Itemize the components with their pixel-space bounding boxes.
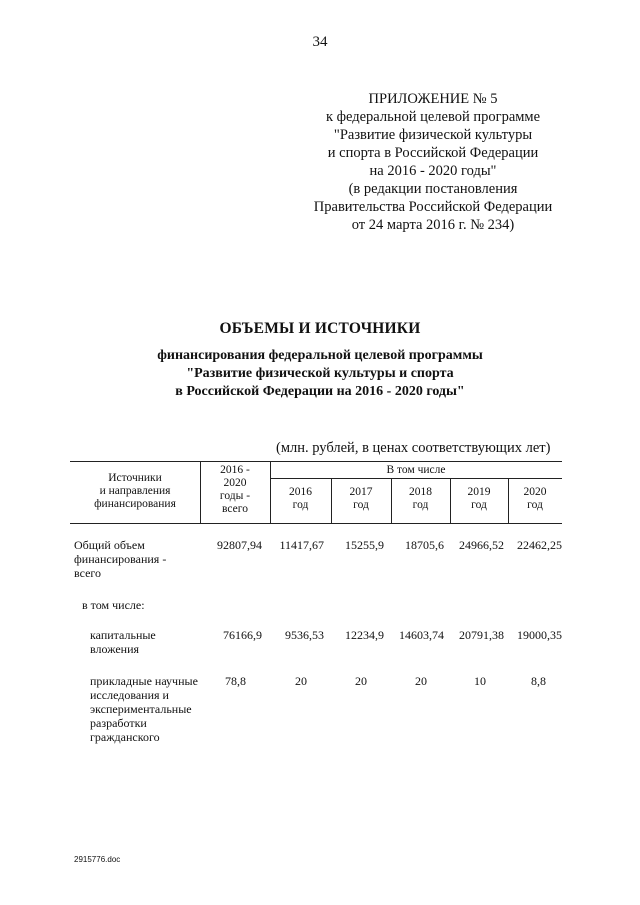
- appendix-line: Правительства Российской Федерации: [313, 199, 553, 215]
- header-year: 2018: [409, 486, 432, 498]
- header-line: 2016 -: [220, 464, 250, 476]
- row-label: в том числе:: [82, 598, 145, 612]
- row-total: 76166,9: [223, 628, 262, 642]
- header-year-unit: год: [527, 499, 543, 511]
- row-value-2020: 22462,25: [517, 538, 562, 552]
- document-title: ОБЪЕМЫ И ИСТОЧНИКИ: [219, 320, 421, 337]
- row-value-2019: 24966,52: [459, 538, 504, 552]
- header-including: В том числе: [386, 464, 446, 476]
- header-line: годы -: [219, 490, 251, 502]
- row-value-2016: 9536,53: [285, 628, 324, 642]
- units-note: (млн. рублей, в ценах соответствующих лет): [276, 440, 551, 456]
- row-label: прикладные научные исследования и экспериментальные разработки гражданского: [90, 674, 198, 744]
- header-year: 2016: [289, 486, 312, 498]
- appendix-line: к федеральной целевой программе: [325, 109, 541, 125]
- header-year-2018: [391, 486, 450, 512]
- subheader-divider: [270, 478, 562, 479]
- header-sources: [70, 472, 200, 511]
- appendix-line: и спорта в Российской Федерации: [327, 145, 539, 161]
- header-total: [200, 464, 270, 516]
- header-year: 2017: [349, 486, 373, 498]
- page-number: 34: [312, 34, 328, 50]
- row-label: Общий объем финансирования - всего: [74, 538, 167, 580]
- row-value-2017: 12234,9: [345, 628, 384, 642]
- header-year-2017: [331, 486, 391, 512]
- row-value-2017: 15255,9: [345, 538, 384, 552]
- row-value-2018: 20: [415, 674, 427, 688]
- appendix-block: [300, 90, 566, 234]
- header-bottom-border: [70, 523, 562, 524]
- subtitle-line: "Развитие физической культуры и спорта: [186, 366, 454, 381]
- appendix-line: ПРИЛОЖЕНИЕ № 5: [368, 91, 498, 107]
- header-line: и направления: [99, 485, 171, 497]
- row-value-2019: 10: [474, 674, 486, 688]
- header-year-unit: год: [412, 499, 429, 511]
- row-value-2018: 14603,74: [399, 628, 444, 642]
- header-line: 2020: [223, 477, 247, 489]
- row-value-2017: 20: [355, 674, 367, 688]
- document-subtitle: [0, 347, 640, 401]
- header-line: финансирования: [94, 498, 176, 510]
- subtitle-line: финансирования федеральной целевой программы: [157, 348, 483, 363]
- header-year-2016: [270, 486, 331, 512]
- subtitle-line: в Российской Федерации на 2016 - 2020 годы": [175, 384, 465, 399]
- header-line: Источники: [108, 472, 162, 484]
- table-top-border: [70, 461, 562, 462]
- appendix-line: от 24 марта 2016 г. № 234): [351, 217, 515, 233]
- row-value-2020: 19000,35: [517, 628, 562, 642]
- header-year: 2019: [467, 486, 491, 498]
- row-total: 92807,94: [217, 538, 262, 552]
- header-year-unit: год: [292, 499, 309, 511]
- row-value-2016: 20: [295, 674, 307, 688]
- appendix-line: (в редакции постановления: [348, 181, 518, 197]
- row-label: капитальные вложения: [90, 628, 156, 656]
- row-value-2019: 20791,38: [459, 628, 504, 642]
- row-value-2018: 18705,6: [405, 538, 444, 552]
- header-year: 2020: [523, 486, 547, 498]
- row-total: 78,8: [225, 674, 246, 688]
- header-line: всего: [222, 503, 248, 515]
- appendix-line: "Развитие физической культуры: [333, 127, 533, 143]
- header-year-unit: год: [353, 499, 369, 511]
- footer-filename: 2915776.doc: [74, 855, 121, 864]
- header-year-2019: [450, 486, 508, 512]
- row-value-2020: 8,8: [531, 674, 546, 688]
- header-year-unit: год: [471, 499, 487, 511]
- appendix-line: на 2016 - 2020 годы": [369, 163, 497, 179]
- header-year-2020: [508, 486, 562, 512]
- row-value-2016: 11417,67: [279, 538, 324, 552]
